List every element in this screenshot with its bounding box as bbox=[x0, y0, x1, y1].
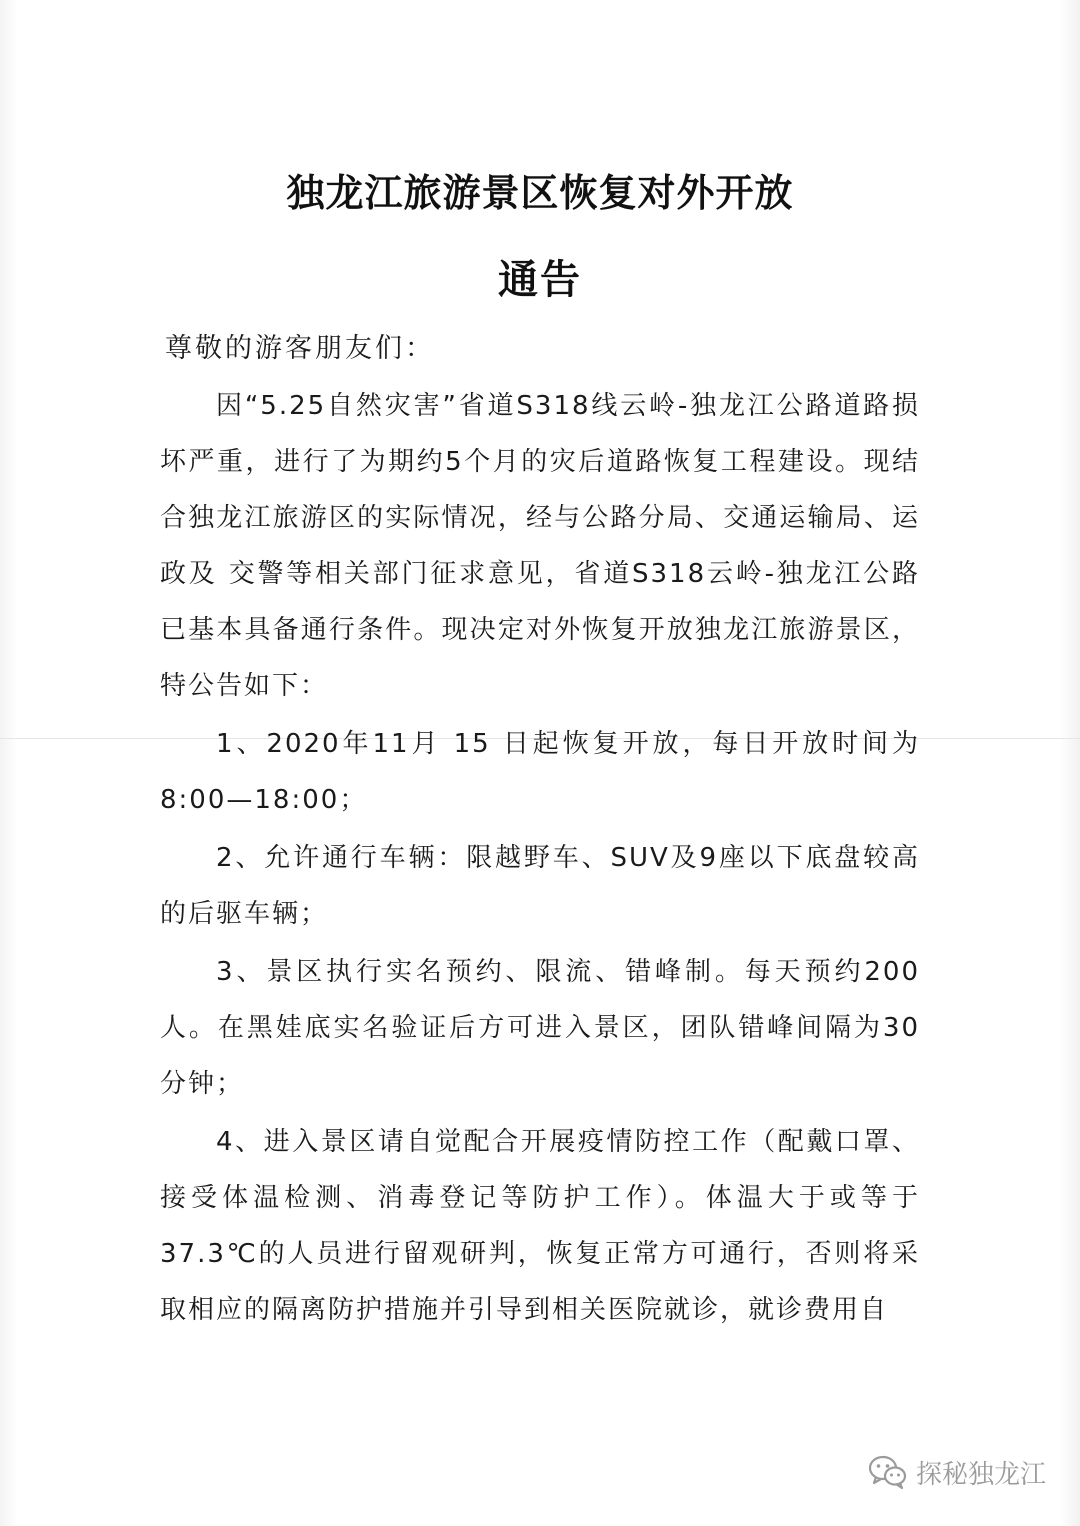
document-title: 独龙江旅游景区恢复对外开放 bbox=[286, 170, 794, 215]
wechat-icon bbox=[868, 1454, 908, 1490]
greeting: 尊敬的游客朋友们： bbox=[165, 333, 435, 364]
item-2-paragraph: 2、允许通行车辆：限越野车、SUV及9座以下底盘较高的后驱车辆； bbox=[160, 843, 920, 929]
document-subtitle: 通告 bbox=[498, 256, 582, 303]
intro-paragraph: 因“5.25自然灾害”省道S318线云岭-独龙江公路道路损坏严重，进行了为期约5个月的灾后道路恢复工程建设。现结合独龙江旅游区的实际情况，经与公路分局、交通运输局、运政及 交警等相关部门征求意见，省道S318云岭-独龙江公路已基本具备通行条件。现决定对外恢复开放独龙江旅游景区，特公告如下： bbox=[160, 391, 920, 701]
item-3-paragraph: 3、景区执行实名预约、限流、错峰制。每天预约200人。在黑娃底实名验证后方可进入景区，团队错峰间隔为30分钟； bbox=[160, 957, 920, 1099]
watermark-text: 探秘独龙江 bbox=[915, 1459, 1046, 1490]
item-4-paragraph: 4、进入景区请自觉配合开展疫情防控工作（配戴口罩、接受体温检测、消毒登记等防护工作）。体温大于或等于37.3℃的人员进行留观研判，恢复正常方可通行，否则将采取相应的隔离防护措施并引导到相关医院就诊，就诊费用自 bbox=[160, 1127, 920, 1325]
wechat-watermark bbox=[868, 1452, 1046, 1492]
item-1-paragraph: 1、2020年11月 15 日起恢复开放，每日开放时间为8:00—18:00； bbox=[160, 729, 920, 815]
